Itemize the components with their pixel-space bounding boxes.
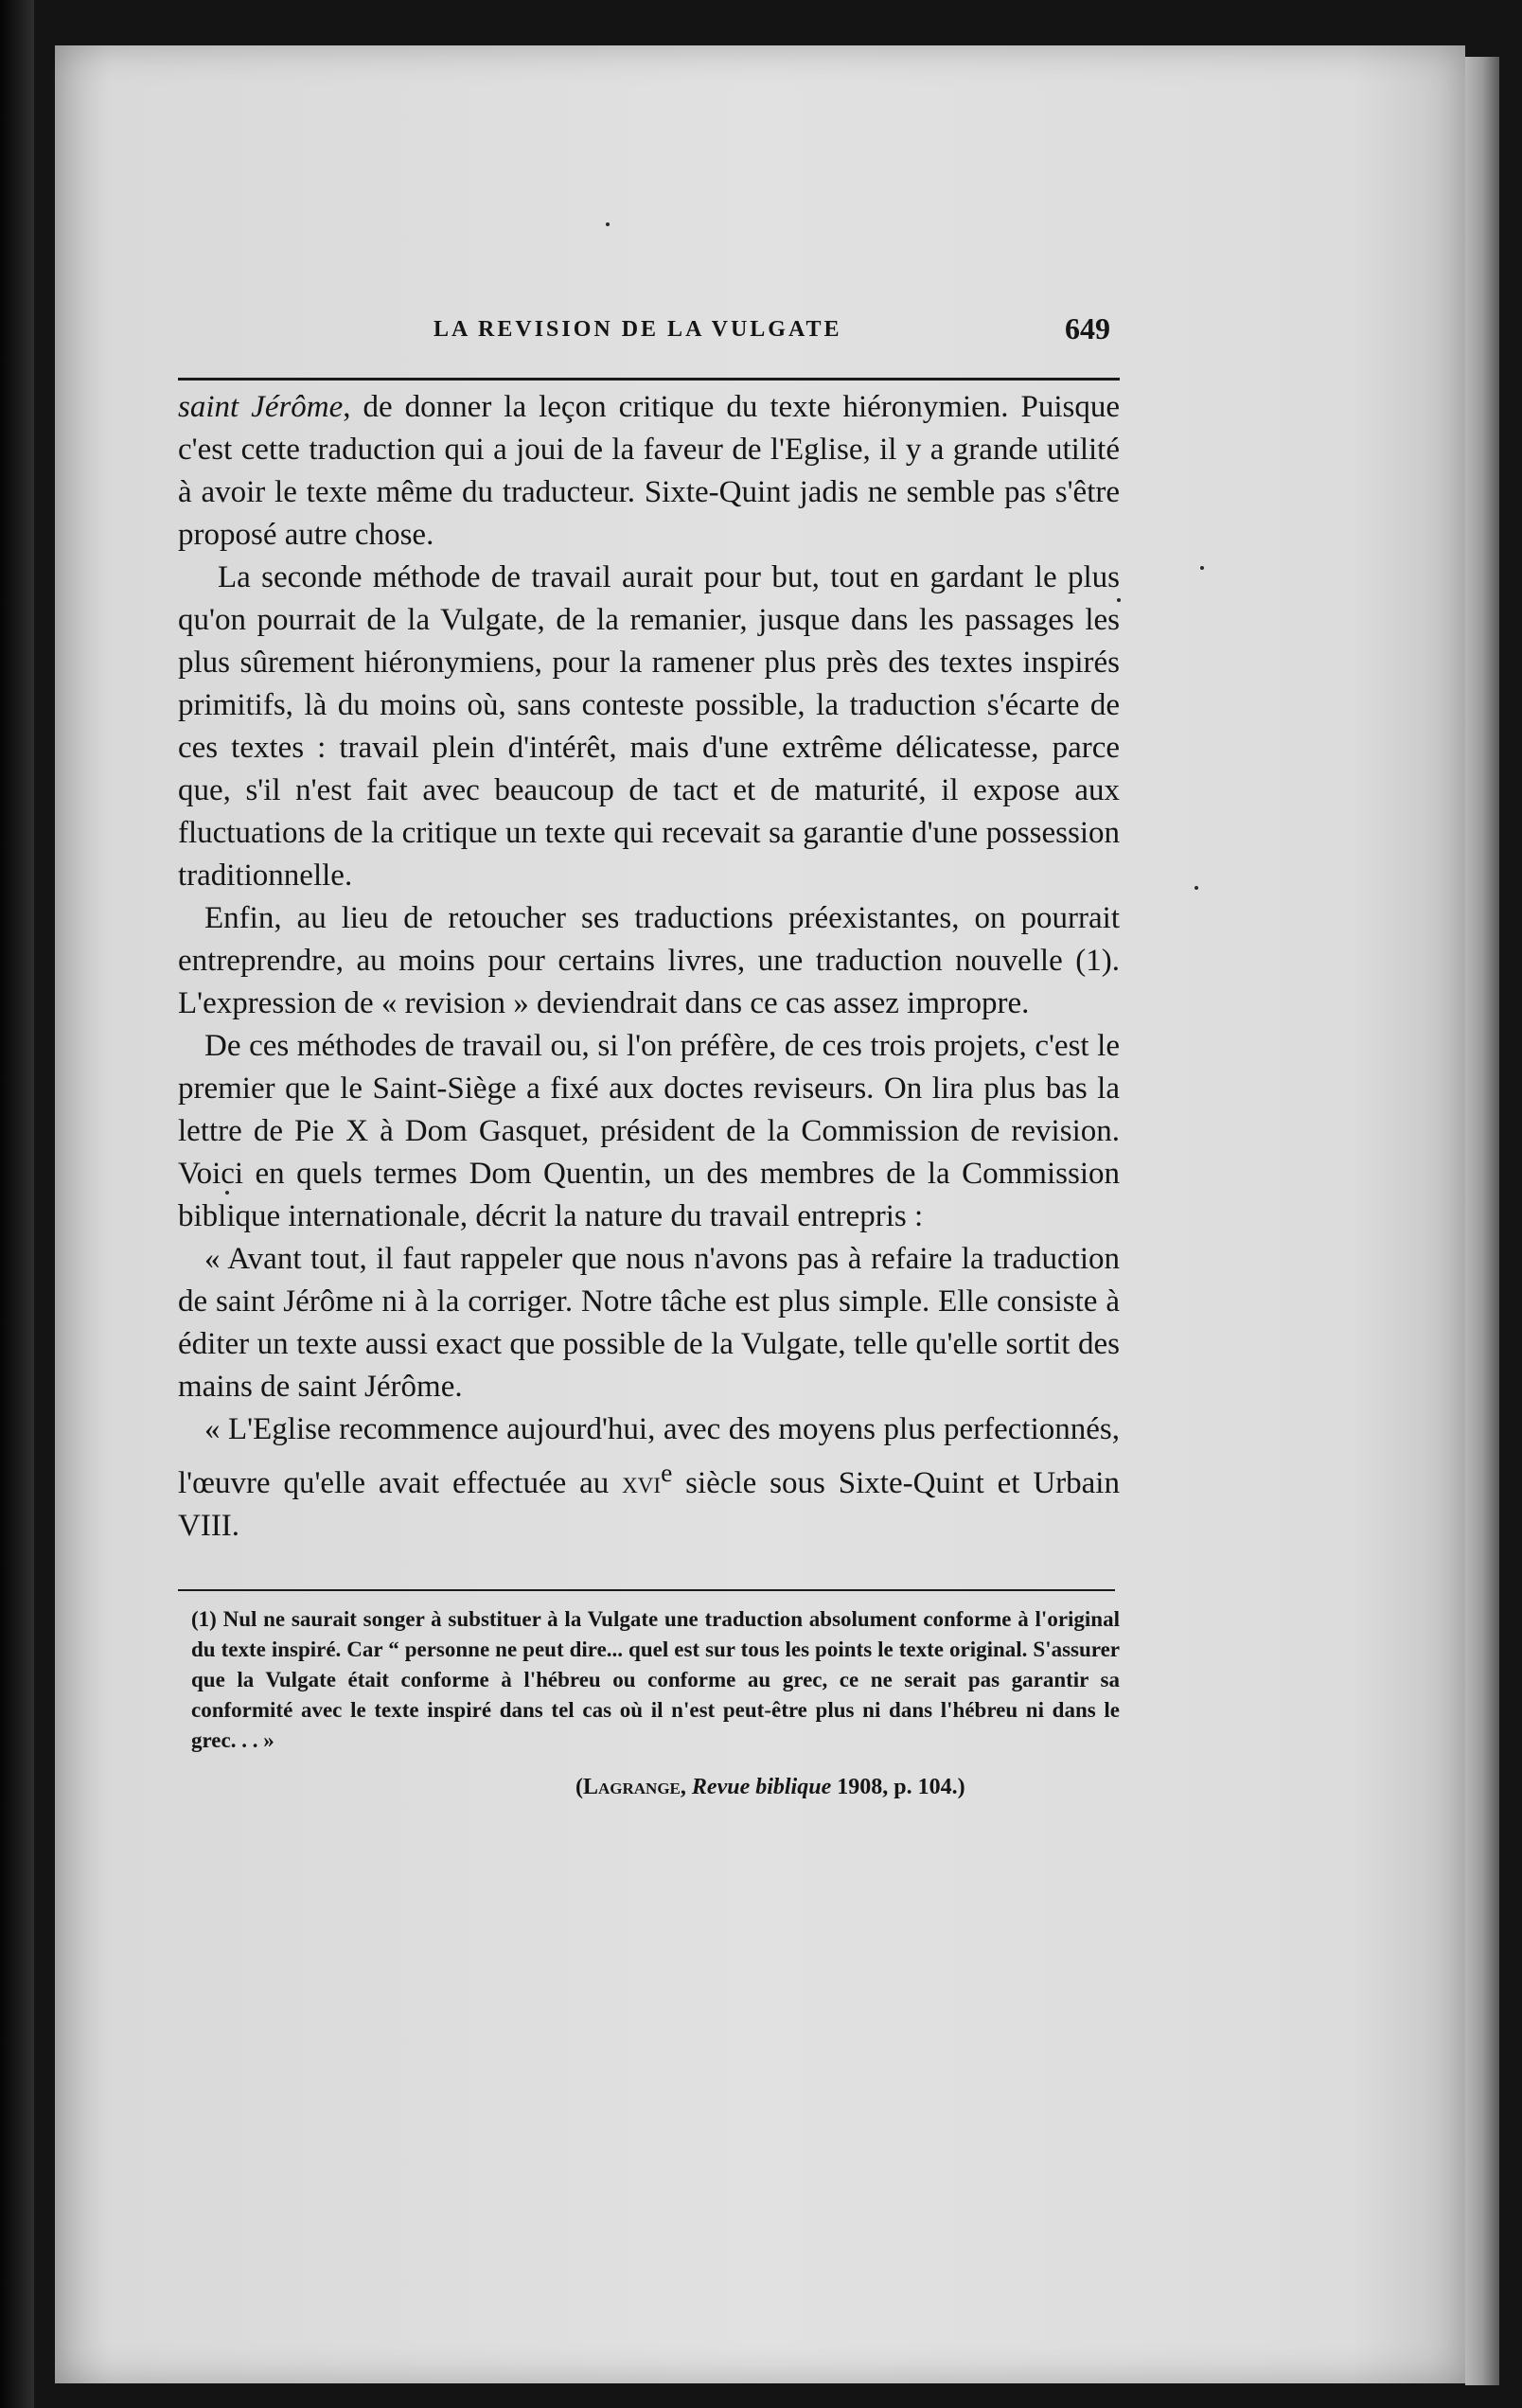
- paragraph-2: La seconde méthode de travail aurait pour but, tout en gardant le plus qu'on pourrait de la Vulgate, de la remanier, jusque dans les passages les plus sûrement hiéronymiens, pour la ramener plus près des textes inspirés primitifs, là du moins où, sans conteste possible, la traduction s'écarte de ces textes : travail plein d'intérêt, mais d'une extrême délicatesse, parce que, s'il n'est fait avec beaucoup de tact et de maturité, il expose aux fluctuations de la critique un texte qui recevait sa garantie d'une possession traditionnelle.: [178, 560, 1120, 893]
- book-binding-edge: [0, 0, 34, 2408]
- page-content: [178, 308, 1120, 1800]
- paragraph-3: Enfin, au lieu de retoucher ses traductions préexistantes, on pourrait entreprendre, au moins pour certains livres, une traduction nouvelle (1). L'expression de « revision » deviendrait dans ce cas assez impropre.: [178, 901, 1120, 1020]
- citation-separator: ,: [680, 1775, 692, 1799]
- citation-rest: 1908, p. 104.): [831, 1775, 965, 1799]
- footnote-citation: [575, 1775, 1120, 1800]
- header-rule: [178, 378, 1120, 381]
- paragraph-4: De ces méthodes de travail ou, si l'on préfère, de ces trois projets, c'est le premier que le Saint-Siège a fixé aux doctes reviseurs. On lira plus bas la lettre de Pie X à Dom Gasquet, président de la Commission de revision. Voici en quels termes Dom Quentin, un des membres de la Commission biblique internationale, décrit la nature du travail entrepris :: [178, 1029, 1120, 1233]
- page-number: 649: [1065, 311, 1110, 345]
- citation-author: Lagrange: [583, 1775, 681, 1799]
- paragraph-6-quote: [178, 1408, 1120, 1548]
- paragraph-1: [178, 386, 1120, 557]
- dust-speck: [606, 222, 610, 226]
- citation-open: (: [575, 1775, 583, 1799]
- page-header: [178, 308, 1120, 361]
- footnote: [178, 1604, 1120, 1756]
- citation-journal: Revue biblique: [691, 1775, 832, 1799]
- paragraph-5-quote: « Avant tout, il faut rappeler que nous n'avons pas à refaire la traduction de saint Jérôme ni à la corriger. Notre tâche est plus simple. Elle consiste à éditer un texte aussi exact que possible de la Vulgate, telle qu'elle sortit des mains de saint Jérôme.: [178, 1242, 1120, 1404]
- dust-speck: [1195, 886, 1198, 890]
- dust-speck: [1200, 566, 1204, 570]
- century-superscript: e: [661, 1458, 673, 1487]
- paragraph-6-start: « L'Eglise recommence aujourd'hui, avec des moyens plus perfectionnés, l'œuvre qu'elle avait effectuée au: [178, 1412, 1120, 1500]
- paragraph-6-end: siècle sous Sixte-Quint et Urbain VIII.: [178, 1466, 1120, 1543]
- footnote-text: (1) Nul ne saurait songer à substituer à la Vulgate une traduction absolument conforme à l'original du texte inspiré. Car “ personne ne peut dire... quel est sur tous les points le texte original. S'assurer que la Vulgate était conforme à l'hébreu ou conforme au grec, ce ne serait pas garantir sa conformité avec le texte inspiré dans tel cas où il n'est peut-être plus ni dans l'hébreu ni dans le grec. . . »: [191, 1607, 1120, 1752]
- footnote-rule: [178, 1589, 1115, 1591]
- paragraph-1-rest: , de donner la leçon critique du texte hiéronymien. Puisque c'est cette traduction qui a joui de la faveur de l'Eglise, il y a grande utilité à avoir le texte même du traducteur. Sixte-Quint jadis ne semble pas s'être proposé autre chose.: [178, 390, 1121, 552]
- paragraph-1-italic-start: saint Jérôme: [178, 390, 344, 424]
- century-numeral: xvi: [622, 1466, 662, 1500]
- running-title: LA REVISION DE LA VULGATE: [434, 317, 842, 342]
- body-text: [178, 386, 1120, 1548]
- page-stack-edge: [1465, 57, 1499, 2385]
